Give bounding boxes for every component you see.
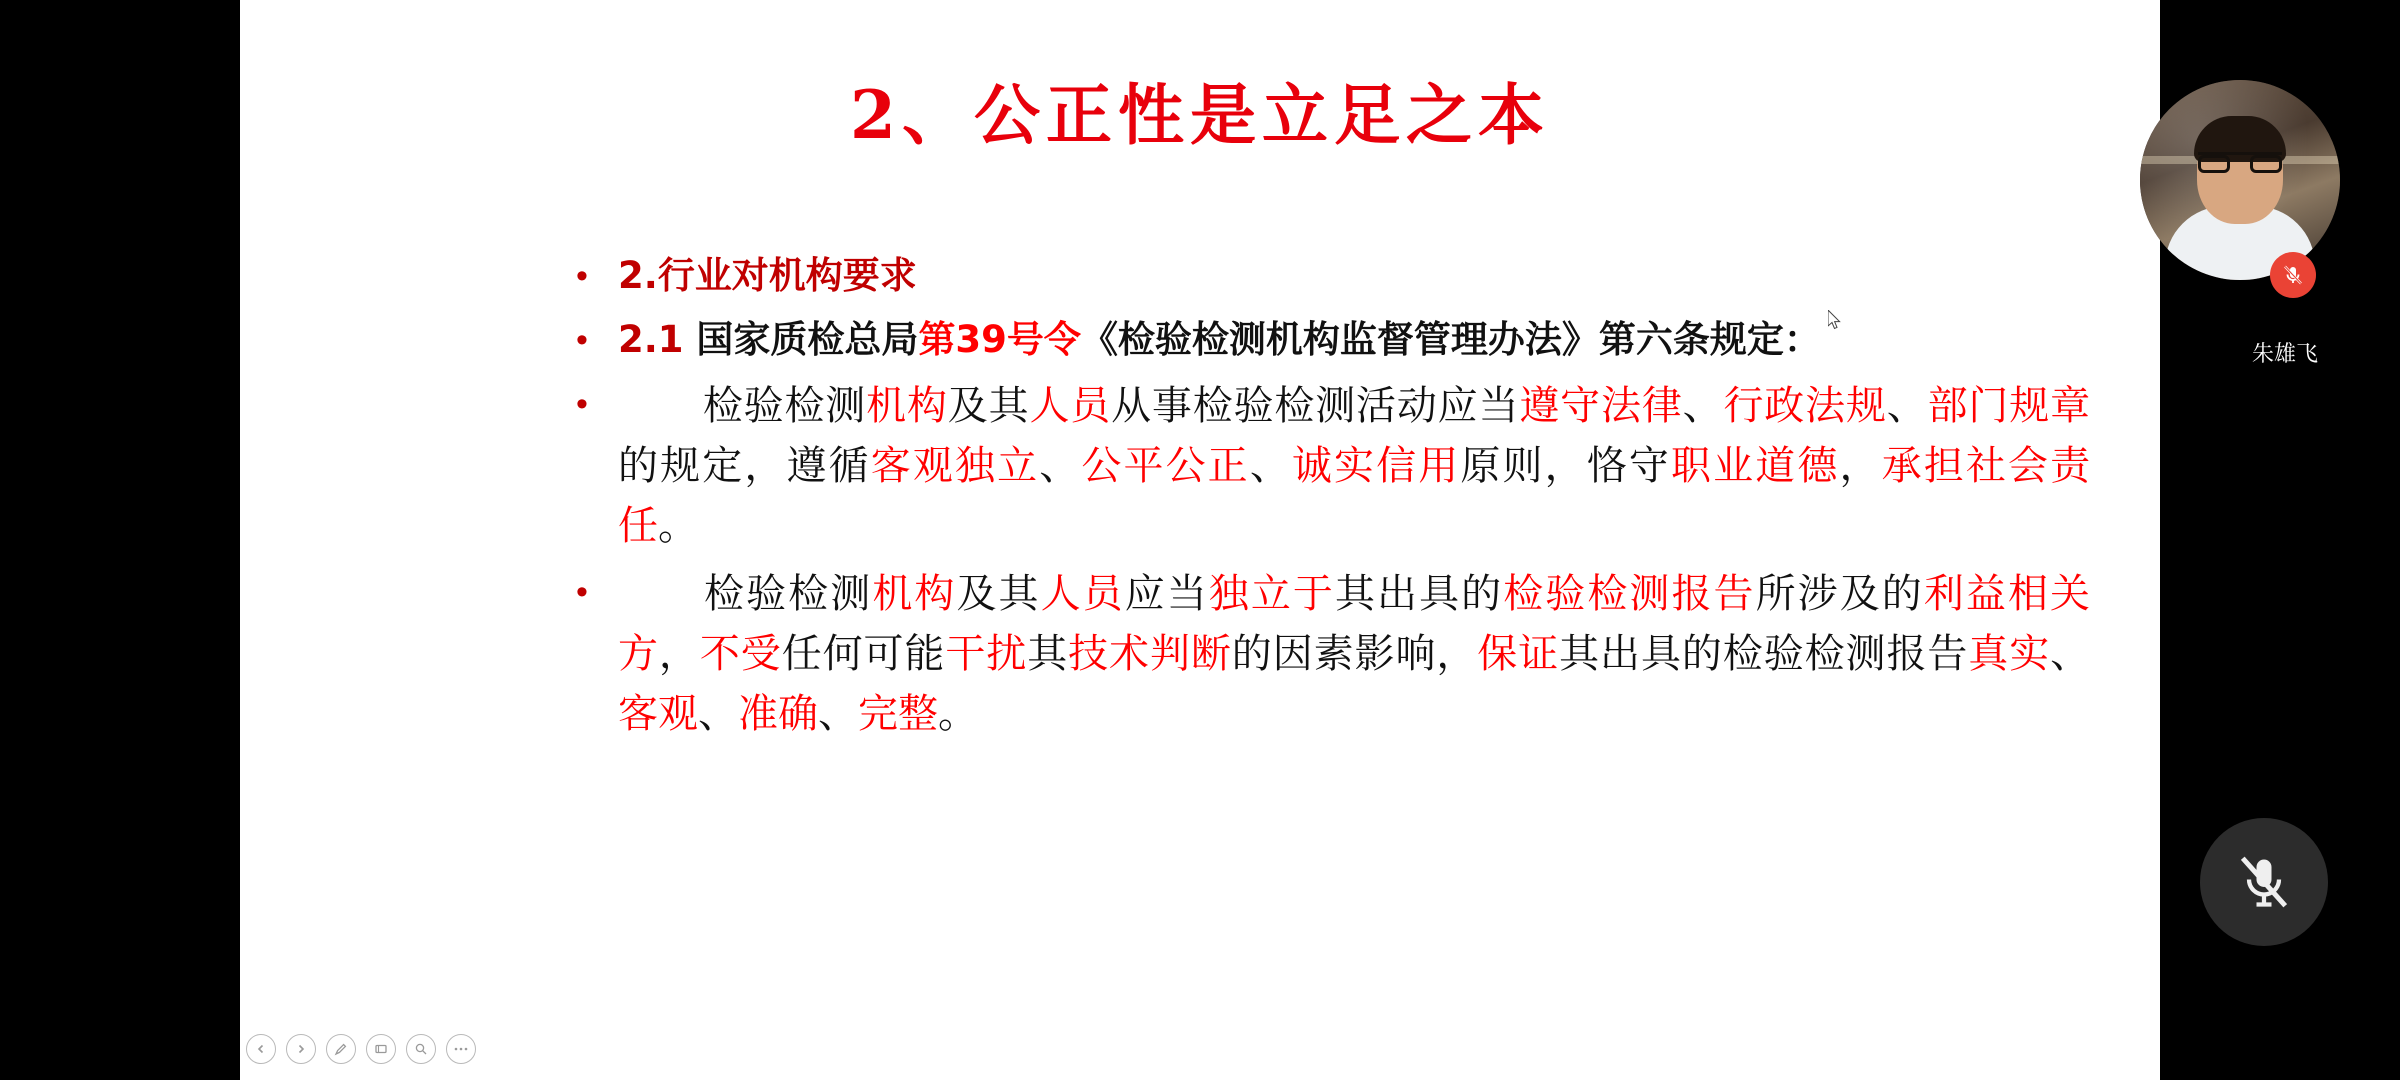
bullet-segment: 第39号令 <box>918 318 1081 361</box>
bullet-segment: 检验检测 <box>702 571 873 617</box>
bullet-segment: 承担社会责任 <box>618 443 2091 549</box>
slide-bullet <box>570 564 2090 744</box>
bullet-segment: 的因素影响， <box>1231 631 1478 677</box>
mic-muted-badge <box>2270 252 2316 298</box>
bullet-segment: 行业对机构要求 <box>657 254 917 297</box>
slide-title: 2、公正性是立足之本 <box>850 76 1550 154</box>
bullet-segment: 从事检验检测活动应当 <box>1111 383 1520 429</box>
bullet-segment: 、 <box>1886 383 1928 429</box>
bullet-segment: 2. <box>618 254 658 297</box>
bullet-segment: 技术判断 <box>1068 631 1232 677</box>
bullet-segment: 不受 <box>699 631 782 677</box>
bullet-segment: 。 <box>938 691 978 737</box>
bullet-marker-icon: • <box>576 257 588 295</box>
bullet-segment: 客观独立 <box>870 443 1040 489</box>
bullet-marker-icon: • <box>576 573 588 611</box>
bullet-text <box>618 376 2090 556</box>
bullet-segment: 、 <box>2050 631 2091 677</box>
bullet-segment: 国家质检总局 <box>683 318 919 361</box>
bullet-marker-icon: • <box>576 385 588 423</box>
bullet-segment: 。 <box>658 503 698 549</box>
participant-name-label: 朱雄飞 <box>2238 336 2332 374</box>
bullet-segment: 人员 <box>1040 571 1125 617</box>
mouse-cursor <box>1828 310 1842 330</box>
glasses-icon <box>2198 152 2282 172</box>
bullet-segment: 人员 <box>1029 383 1112 429</box>
bullet-segment: 及其 <box>947 383 1030 429</box>
slide-bullet <box>570 312 2090 368</box>
bullet-segment: 原则，恪守 <box>1460 443 1672 489</box>
presentation-slide[interactable] <box>240 0 2160 1080</box>
self-view-avatar[interactable] <box>2140 80 2340 280</box>
next-slide-button[interactable] <box>286 1034 316 1064</box>
bullet-segment: 检验检测 <box>702 383 867 429</box>
bullet-marker-icon: • <box>576 321 588 359</box>
bullet-segment: 、 <box>698 691 738 737</box>
mute-button[interactable] <box>2200 818 2328 946</box>
bullet-segment: 、 <box>1039 443 1082 489</box>
magnifier-icon[interactable] <box>406 1034 436 1064</box>
slide-bullet <box>570 248 2090 304</box>
bullet-segment: 的规定，遵循 <box>618 443 871 489</box>
slide-body <box>570 248 2090 752</box>
bullet-segment: 客观 <box>618 691 698 737</box>
bullet-segment: 应当 <box>1124 571 1209 617</box>
bullet-segment: 任何可能 <box>781 631 946 677</box>
pen-annotate-button[interactable] <box>326 1034 356 1064</box>
bullet-segment: 公平公正 <box>1081 443 1250 489</box>
bullet-segment: 遵守法律 <box>1519 383 1683 429</box>
bullet-segment: 检验检测报告 <box>1503 571 1756 617</box>
bullet-segment: 真实 <box>1968 631 2051 677</box>
bullet-segment: 独立于 <box>1208 571 1335 617</box>
bullet-segment: 准确 <box>738 691 818 737</box>
bullet-segment: 其出具的检验检测报告 <box>1559 631 1969 677</box>
bullet-segment: 机构 <box>866 383 948 429</box>
bullet-segment: 《检验检测机构监督管理办法》第六条规定： <box>1080 318 1821 361</box>
bullet-text <box>618 248 2090 304</box>
bullet-segment: 职业道德 <box>1671 443 1840 489</box>
bullet-segment: 、 <box>1682 383 1724 429</box>
bullet-segment: 其出具的 <box>1335 571 1504 617</box>
bullet-segment: 行政法规 <box>1723 383 1887 429</box>
bullet-segment: 及其 <box>956 571 1041 617</box>
presentation-button[interactable] <box>366 1034 396 1064</box>
bullet-segment: ， <box>1839 443 1882 489</box>
bullet-segment: 保证 <box>1477 631 1560 677</box>
ellipsis-icon[interactable] <box>446 1034 476 1064</box>
bullet-segment: 2.1 <box>618 318 684 361</box>
bullet-segment: 利益相关方 <box>618 571 2091 677</box>
bullet-segment: 、 <box>818 691 858 737</box>
bullet-segment: 、 <box>1249 443 1292 489</box>
bullet-text <box>618 312 2090 368</box>
bullet-segment: 机构 <box>872 571 957 617</box>
bullet-segment: 所涉及的 <box>1755 571 1924 617</box>
bullet-segment: 完整 <box>858 691 938 737</box>
slide-bullet <box>570 376 2090 556</box>
bullet-segment: 诚实信用 <box>1291 443 1461 489</box>
bullet-segment: 干扰 <box>945 631 1028 677</box>
bullet-segment: ， <box>658 631 700 677</box>
previous-slide-button[interactable] <box>246 1034 276 1064</box>
bullet-segment: 其 <box>1027 631 1069 677</box>
bullet-text <box>618 564 2090 744</box>
bullet-segment: 部门规章 <box>1927 383 2091 429</box>
slide-control-bar[interactable] <box>246 1034 476 1064</box>
